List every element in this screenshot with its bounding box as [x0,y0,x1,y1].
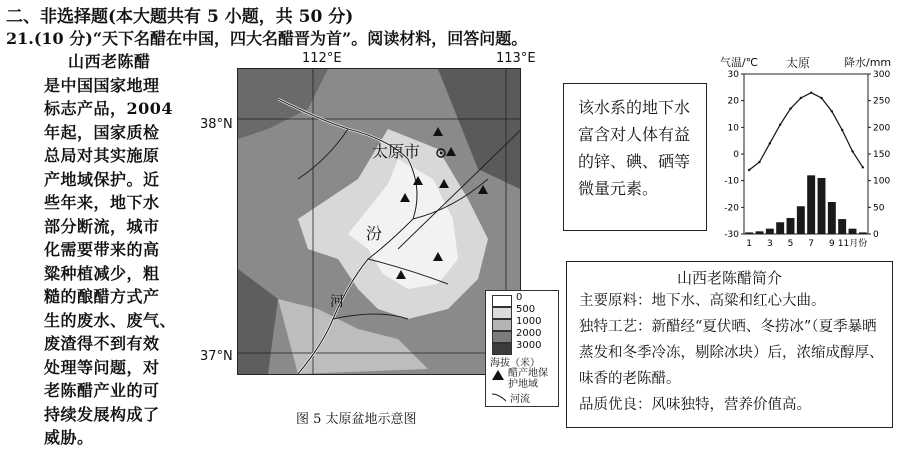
temp-line [749,93,863,170]
legend-swatch-2000 [492,331,512,343]
precip-tick-label: 200 [873,123,891,134]
climate-chart-svg [716,68,898,258]
precip-bar [828,202,836,234]
month-tick-label: 1 [746,239,753,249]
temp-point [758,161,760,163]
temp-tick-label: -20 [724,203,739,214]
legend-1000: 1000 [516,316,542,327]
temp-point [820,97,822,99]
precip-bar [797,206,805,234]
month-tick-label: 11月份 [837,239,868,249]
lon-label-112: 112°E [302,51,342,66]
legend-unit: 海拔（米） [490,358,540,369]
legend-3000: 3000 [516,340,542,351]
month-tick-label: 5 [787,239,794,249]
temp-point [779,123,781,125]
temp-point [862,166,864,168]
intro-line-2: 独特工艺：新醋经“夏伏晒、冬捞冰”（夏季暴晒蒸发和冬季冷冻，剔除冰块）后，浓缩成醇厚、味香的老陈醋。 [579,319,884,387]
precip-tick-label: 100 [873,176,891,187]
side-text-line: 处理等问题，对 [44,357,160,377]
precip-bar [766,229,774,234]
temp-point [851,150,853,152]
precip-bar [818,178,826,234]
side-text [44,50,192,450]
side-text-line: 化需要带来的高 [44,240,160,259]
precip-bar [756,231,764,234]
precip-bar [849,229,857,234]
side-text-line: 是中国国家地理 [44,75,160,95]
side-text-line: 粱种植减少，粗 [44,263,160,283]
basin-map [237,68,521,375]
section-heading: 二、非选择题(本大题共有 5 小题，共 50 分) [6,7,354,27]
triangle-icon [492,370,504,380]
lat-label-37: 37°N [200,349,233,364]
intro-box [566,261,893,428]
temp-tick-label: 30 [727,70,739,80]
legend-symbol: 醋产地保护地域 [508,368,548,390]
side-text-line: 总局对其实施原 [44,146,160,165]
precip-bar [776,222,784,234]
side-text-line: 糙的酿醋方式产 [44,287,160,306]
precip-tick-label: 250 [873,96,891,107]
river-line-icon [492,392,506,402]
temp-point [810,91,812,93]
temp-point [800,97,802,99]
temp-point [831,110,833,112]
side-text-line: 标志产品，2004 [44,99,174,118]
temp-tick-label: -10 [724,176,739,187]
city-label: 太原市 [372,142,421,161]
lat-label-38: 38°N [200,117,233,132]
intro-line-1: 主要原料：地下水、高粱和红心大曲。 [579,293,826,309]
callout-box [563,83,707,231]
precip-axis-label: 降水/mm [844,56,892,69]
side-text-line: 老陈醋产业的可 [44,381,160,400]
temp-tick-label: 10 [727,123,739,134]
temp-tick-label: 0 [733,150,739,160]
river-char-fen: 汾 [366,224,383,243]
side-text-line: 些年来，地下水 [44,193,160,212]
intro-line-3: 品质优良：风味独特，营养价值高。 [579,397,811,413]
side-text-line: 部分断流，城市 [44,216,160,236]
legend-swatch-0 [492,295,512,307]
legend-2000: 2000 [516,328,542,339]
legend-0: 0 [516,292,523,303]
legend-river: 河流 [510,394,530,405]
temp-point [748,169,750,171]
month-tick-label: 9 [828,239,835,249]
map-legend [485,290,559,407]
temp-tick-label: -30 [724,230,739,240]
month-tick-label: 7 [808,239,815,249]
precip-bar [745,232,753,234]
precip-bar [807,175,815,234]
side-text-line: 年起，国家质检 [44,122,160,142]
side-text-line: 生的废水、废气、 [44,310,177,330]
temp-point [841,129,843,131]
climate-title: 太原 [786,56,811,70]
precip-tick-label: 300 [873,70,891,80]
plot-frame [744,74,868,234]
lon-label-113: 113°E [496,51,536,66]
temp-tick-label: 20 [727,96,739,107]
side-text-line: 持续发展构成了 [44,404,160,424]
climate-chart [716,54,898,258]
temp-axis-label: 气温/℃ [720,56,759,69]
precip-bar [787,218,795,234]
legend-500: 500 [516,304,536,315]
temp-point [769,142,771,144]
question-title: 21.(10 分)“天下名醋在中国，四大名醋晋为首”。阅读材料，回答问题。 [6,29,528,48]
precip-bar [838,219,846,234]
legend-swatch-500 [492,307,512,319]
temp-point [789,107,791,109]
precip-tick-label: 150 [873,150,891,160]
intro-title: 山西老陈醋简介 [676,269,782,287]
side-text-line: 山西老陈醋 [68,52,151,71]
month-tick-label: 3 [766,239,773,249]
precip-tick-label: 0 [873,230,879,240]
side-text-line: 产地域保护。近 [44,169,160,189]
callout-text: 该水系的地下水富含对人体有益的锌、碘、硒等微量元素。 [578,98,691,198]
river-char-he: 河 [330,294,344,310]
precip-bar [859,232,867,234]
precip-tick-label: 50 [873,203,885,214]
side-text-line: 废渣得不到有效 [44,334,160,353]
side-text-line: 威胁。 [44,428,94,447]
map-caption: 图 5 太原盆地示意图 [296,412,417,427]
legend-swatch-1000 [492,319,512,331]
